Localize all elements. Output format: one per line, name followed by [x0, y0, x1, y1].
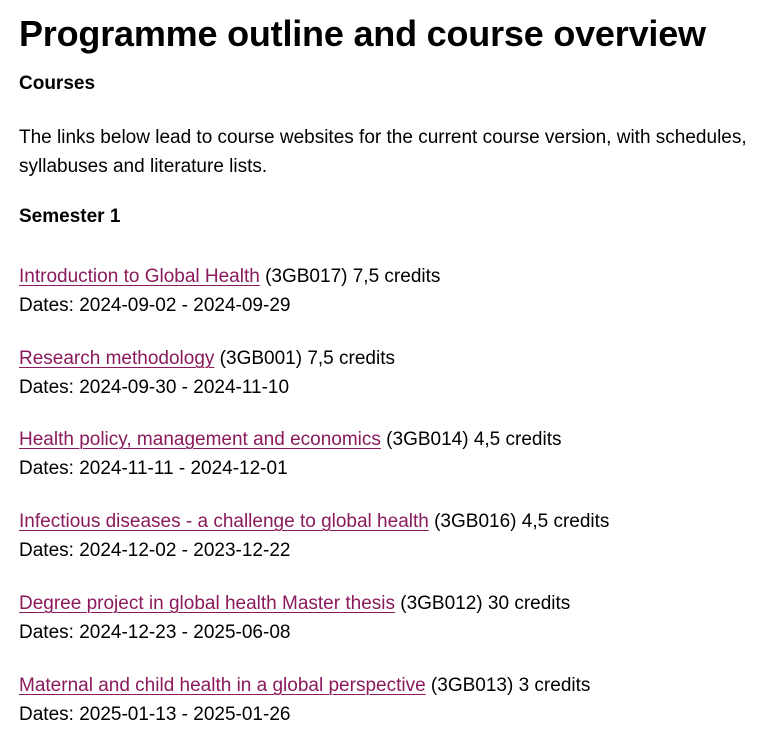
course-code-credits: (3GB016) 4,5 credits [428, 511, 610, 532]
course-code-credits: (3GB012) 30 credits [394, 593, 571, 614]
course-dates: Dates: 2024-11-11 - 2024-12-01 [19, 457, 288, 479]
intro-text: The links below lead to course websites for the current course version, with schedules, syllabuses and literature lists. [19, 127, 747, 177]
course-link-health-policy[interactable]: Health policy, management and economics [19, 429, 381, 450]
course-title-line [19, 263, 759, 292]
courses-heading: Courses [19, 73, 96, 94]
course-item [19, 672, 759, 729]
course-dates: Dates: 2024-09-02 - 2024-09-29 [19, 294, 291, 316]
course-link-infectious-diseases[interactable]: Infectious diseases - a challenge to global health [19, 511, 429, 532]
course-item [19, 508, 759, 565]
course-code-credits: (3GB013) 3 credits [425, 675, 591, 696]
course-item [19, 426, 759, 483]
course-link-introduction-to-global-health[interactable]: Introduction to Global Health [19, 266, 260, 287]
course-dates: Dates: 2024-12-23 - 2025-06-08 [19, 621, 291, 643]
course-item [19, 590, 759, 647]
page-title: Programme outline and course overview [19, 13, 706, 54]
course-link-research-methodology[interactable]: Research methodology [19, 348, 215, 369]
course-code-credits: (3GB001) 7,5 credits [214, 348, 395, 369]
course-link-maternal-and-child-health[interactable]: Maternal and child health in a global perspective [19, 675, 426, 696]
course-title-line [19, 508, 759, 537]
course-dates: Dates: 2025-01-13 - 2025-01-26 [19, 703, 291, 725]
course-dates: Dates: 2024-12-02 - 2023-12-22 [19, 539, 291, 561]
course-title-line [19, 590, 759, 619]
course-title-line [19, 345, 759, 374]
semester-heading: Semester 1 [19, 206, 121, 227]
course-code-credits: (3GB014) 4,5 credits [380, 429, 562, 450]
course-title-line [19, 426, 759, 455]
course-dates: Dates: 2024-09-30 - 2024-11-10 [19, 376, 290, 398]
course-title-line [19, 672, 759, 701]
course-code-credits: (3GB017) 7,5 credits [259, 266, 441, 287]
course-link-degree-project[interactable]: Degree project in global health Master thesis [19, 593, 395, 614]
course-item [19, 345, 759, 402]
course-item [19, 263, 759, 320]
